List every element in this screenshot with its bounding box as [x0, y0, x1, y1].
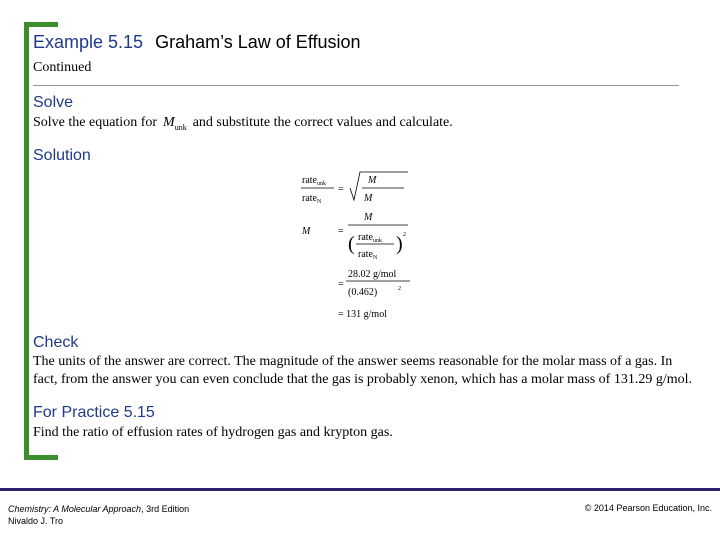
svg-text:(: (	[348, 233, 355, 255]
book-edition: , 3rd Edition	[141, 504, 190, 514]
example-title: Graham’s Law of Effusion	[155, 32, 361, 52]
practice-text: Find the ratio of effusion rates of hydrogen gas and krypton gas.	[33, 425, 393, 440]
subtitle: Continued	[33, 60, 92, 75]
slide-title	[33, 32, 361, 53]
eq2-rate-unk: rate$_{unk}$	[358, 232, 382, 244]
green-bracket-decoration	[24, 22, 58, 460]
eq1-m-unk: M	[364, 193, 373, 204]
check-heading: Check	[33, 334, 79, 351]
solve-text-before: Solve the equation for	[33, 115, 158, 130]
practice-heading: For Practice 5.15	[33, 404, 155, 421]
solve-heading: Solve	[33, 94, 74, 111]
eq2-m-n2: M	[364, 212, 373, 223]
book-author: Nivaldo J. Tro	[8, 516, 64, 526]
footer-bar	[0, 488, 720, 491]
svg-text:2: 2	[398, 286, 401, 292]
book-title: Chemistry: A Molecular Approach	[8, 504, 142, 514]
eq3-denominator: (0.462)	[348, 287, 378, 298]
svg-text:2: 2	[403, 232, 406, 238]
solution-heading: Solution	[33, 147, 91, 164]
eq1-rate-n2: rate$_N$	[302, 193, 322, 205]
example-number: Example 5.15	[33, 32, 144, 52]
title-divider	[33, 85, 679, 86]
eq2-m-unk: M	[302, 226, 311, 237]
molar-mass-symbol: $M_{unk}$	[163, 115, 187, 132]
svg-text:): )	[396, 233, 403, 255]
solution-equations	[298, 170, 418, 330]
solve-text-after: and substitute the correct values and calculate.	[192, 115, 453, 130]
svg-text:=: =	[338, 226, 344, 237]
svg-text:=: =	[338, 279, 344, 290]
eq4-result: = 131 g/mol	[338, 309, 387, 320]
eq1-m-n2: M	[368, 175, 377, 186]
eq3-numerator: 28.02 g/mol	[348, 269, 397, 280]
copyright-notice: © 2014 Pearson Education, Inc.	[584, 503, 712, 513]
svg-text:=: =	[338, 184, 344, 195]
footer-citation	[8, 503, 189, 527]
eq1-rate-unk: rate$_{unk}$	[302, 175, 326, 187]
check-text: The units of the answer are correct. The magnitude of the answer seems reasonable for the molar mass of a gas. In fact, from the answer you can even conclude that the gas is probably xenon, which has a molar mass of 131.29 g/mol.	[33, 354, 692, 387]
eq2-rate-n2: rate$_N$	[358, 249, 378, 261]
solve-text	[33, 114, 698, 137]
